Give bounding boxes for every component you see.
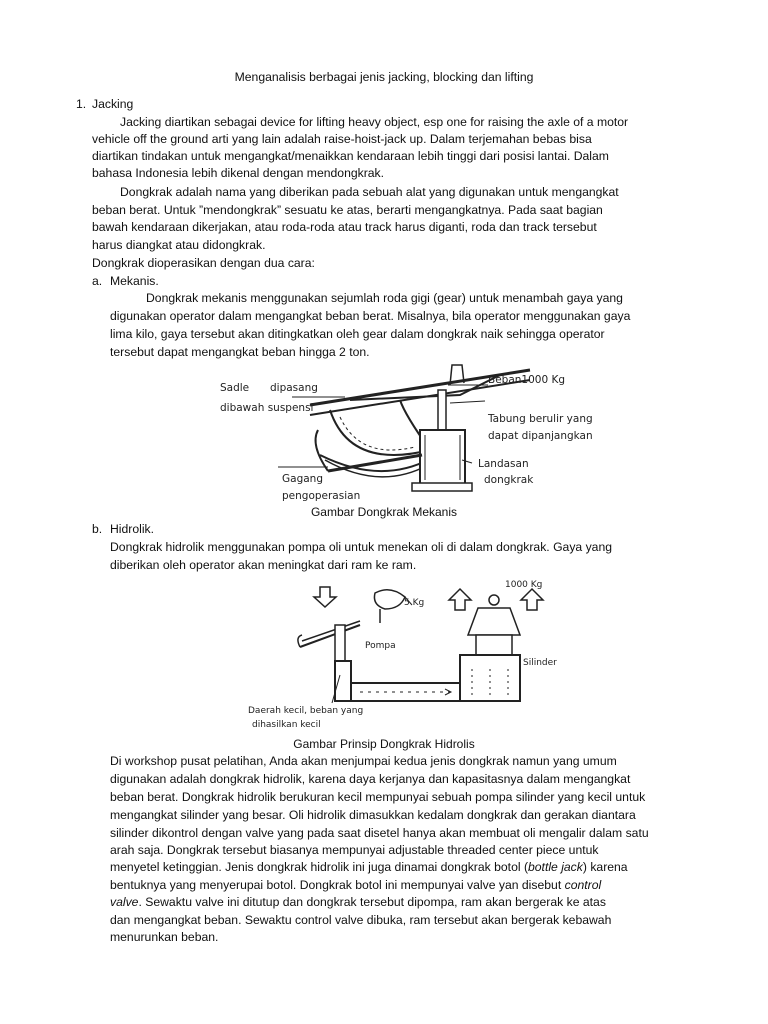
paragraph-line: [110, 895, 606, 910]
cylinder-label: Silinder: [523, 658, 557, 668]
paragraph-line: Dongkrak mekanis menggunakan sejumlah roda gigi (gear) untuk menambah gaya yang: [146, 291, 623, 305]
italic-term: control: [564, 878, 602, 892]
text-run: menyetel ketinggian. Jenis dongkrak hidrolik ini juga dinamai dongkrak botol (: [110, 860, 528, 874]
tube-label: Tabung berulir yang: [488, 413, 593, 425]
list-letter: b.: [92, 522, 103, 536]
small-area-label: dihasilkan kecil: [252, 720, 321, 730]
paragraph-line: [110, 860, 628, 875]
small-area-label: Daerah kecil, beban yang: [248, 706, 364, 716]
section-number: 1.: [76, 97, 87, 111]
base-label: dongkrak: [484, 474, 534, 486]
paragraph-line: silinder dikontrol dengan valve yang pada saat disetel hanya akan membuat oli mengalir dalam satu: [110, 826, 649, 840]
force-label: 5 Kg: [404, 598, 425, 608]
handle-label: Gagang: [282, 473, 323, 485]
paragraph-line: Dongkrak dioperasikan dengan dua cara:: [92, 256, 315, 270]
sadle-label: Sadle: [220, 382, 250, 394]
paragraph-line: harus diangkat atau didongkrak.: [92, 238, 266, 252]
sadle-label: dibawah suspensi: [220, 402, 314, 414]
paragraph-line: Dongkrak hidrolik menggunakan pompa oli untuk menekan oli di dalam dongkrak. Gaya yang: [110, 540, 613, 554]
paragraph-line: [110, 878, 601, 893]
paragraph-line: beban berat. Dongkrak hidrolik berukuran kecil mempunyai sebuah pompa silinder yang kecil untuk: [110, 790, 646, 804]
paragraph-line: diberikan oleh operator akan meningkat dari ram ke ram.: [110, 558, 417, 572]
italic-term: valve: [110, 895, 139, 909]
section-heading: Jacking: [92, 97, 134, 111]
italic-term: bottle jack: [528, 860, 583, 874]
sadle-label: dipasang: [270, 382, 318, 394]
paragraph-line: dan mengangkat beban. Sewaktu control valve dibuka, ram tersebut akan bergerak kebawah: [110, 913, 612, 927]
handle-label: pengoperasian: [282, 490, 361, 502]
list-heading: Mekanis.: [110, 274, 159, 288]
paragraph-line: lima kilo, gaya tersebut akan ditingkatkan oleh gear dalam dongkrak naik sehingga operator: [110, 327, 605, 341]
pump-label: Pompa: [365, 641, 396, 651]
base-label: Landasan: [478, 458, 529, 470]
load-label: Beban1000 Kg: [488, 374, 566, 386]
mechanical-jack-figure: [200, 355, 600, 503]
text-run: bentuknya yang menyerupai botol. Dongkrak botol ini mempunyai valve yan disebut: [110, 878, 565, 892]
paragraph-line: diartikan tindakan untuk mengangkat/menaikkan kendaraan lebih tinggi dari posisi lantai. Dalam: [92, 149, 609, 163]
paragraph-line: vehicle off the ground arti yang lain adalah raise-hoist-jack up. Dalam terjemahan bebas bisa: [92, 132, 592, 146]
paragraph-line: bawah kendaraan dikerjakan, atau roda-roda atau track harus diganti, roda dan track tersebut: [92, 220, 597, 234]
list-letter: a.: [92, 274, 103, 288]
text-run: . Sewaktu valve ini ditutup dan dongkrak tersebut dipompa, ram akan bergerak ke atas: [138, 895, 606, 909]
paragraph-line: digunakan adalah dongkrak hidrolik, karena daya kerjanya dan kapasitasnya dalam mengangkat: [110, 772, 631, 786]
paragraph-line: mengangkat silinder yang besar. Oli hidrolik dimasukkan kedalam dongkrak dan gerakan diantara: [110, 808, 636, 822]
list-heading: Hidrolik.: [110, 522, 155, 536]
paragraph-line: Jacking diartikan sebagai device for lifting heavy object, esp one for raising the axle of a motor: [120, 115, 629, 129]
tube-label: dapat dipanjangkan: [488, 430, 593, 442]
page-title: Menganalisis berbagai jenis jacking, blocking dan lifting: [234, 70, 534, 84]
hydraulic-jack-figure: [240, 575, 557, 735]
paragraph-line: digunakan operator dalam mengangkat beban berat. Misalnya, bila operator menggunakan gaya: [110, 309, 631, 323]
figure-caption: Gambar Prinsip Dongkrak Hidrolis: [293, 737, 475, 751]
figure-caption: Gambar Dongkrak Mekanis: [310, 505, 458, 519]
paragraph-line: arah saja. Dongkrak tersebut biasanya mempunyai adjustable threaded center piece untuk: [110, 843, 599, 857]
load-label: 1000 Kg: [505, 580, 543, 590]
paragraph-line: bahasa Indonesia lebih dikenal dengan mendongkrak.: [92, 166, 385, 180]
text-run: ) karena: [582, 860, 628, 874]
paragraph-line: menurunkan beban.: [110, 930, 219, 944]
paragraph-line: Di workshop pusat pelatihan, Anda akan menjumpai kedua jenis dongkrak namun yang umum: [110, 754, 617, 768]
paragraph-line: tersebut dapat mengangkat beban hingga 2 ton.: [110, 345, 370, 359]
paragraph-line: beban berat. Untuk ”mendongkrak” sesuatu ke atas, berarti mengangkatnya. Pada saat bagian: [92, 203, 603, 217]
paragraph-line: Dongkrak adalah nama yang diberikan pada sebuah alat yang digunakan untuk mengangkat: [120, 185, 619, 199]
